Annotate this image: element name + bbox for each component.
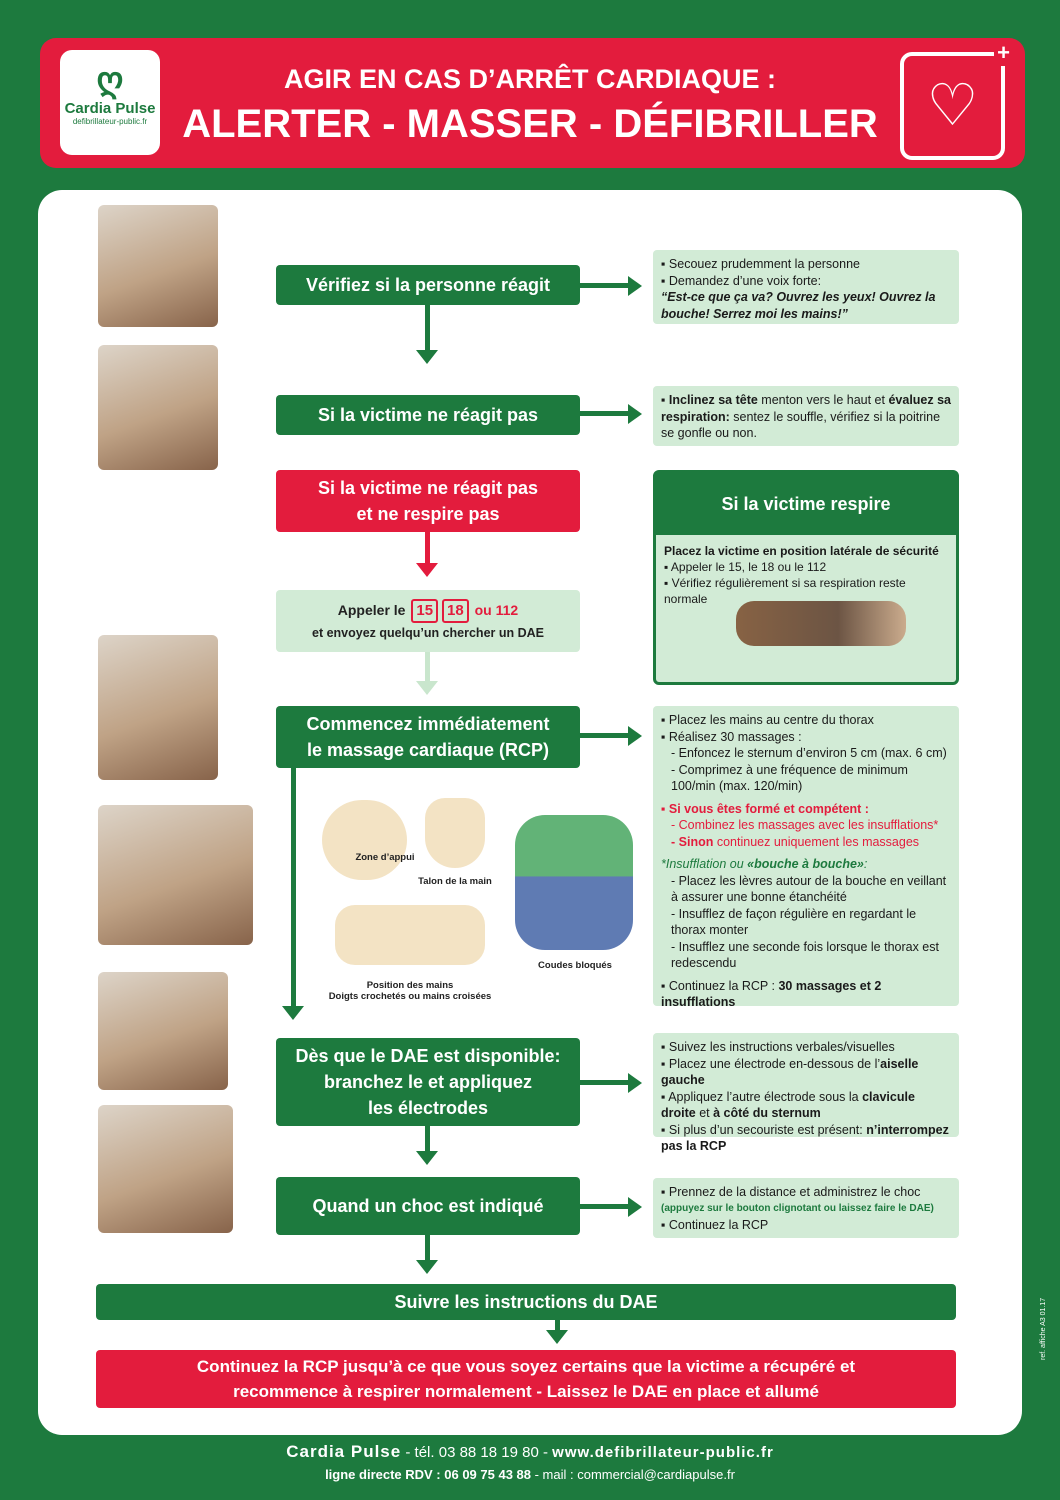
photo-cpr-compressions [98, 635, 218, 780]
photo-check-response [98, 205, 218, 327]
step-call-emergency [276, 590, 580, 652]
recovery-line: ▪ Vérifiez régulièrement si sa respiration reste normale [664, 576, 906, 606]
info-text: sentez le souffle, vérifiez si la poitrine se gonfle ou non. [661, 409, 941, 440]
step-line: branchez le et appliquez [323, 1072, 533, 1092]
palm-illustration [425, 798, 485, 868]
info-line: - Insufflez de façon régulière en regardant le thorax monter [671, 906, 917, 937]
step-line: et ne respire pas [356, 504, 500, 524]
arrow-shaft [425, 652, 430, 682]
footer-direct-line: ligne directe RDV : 06 09 75 43 88 [325, 1467, 531, 1482]
arrow-down-icon [416, 563, 438, 577]
info-line: ▪ Prennez de la distance et administrez le choc [661, 1185, 921, 1199]
title-line2: ALERTER - MASSER - DÉFIBRILLER [182, 102, 878, 146]
info-bold: 30 massages et 2 insufflations [661, 978, 882, 1009]
info-text: ▪ Si plus d’un secouriste est présent: [661, 1122, 867, 1137]
info-text: et [695, 1106, 714, 1120]
info-text: menton vers le haut et [757, 393, 889, 407]
info-line: - Placez les lèvres autour de la bouche en veillant à assurer une bonne étanchéité [671, 873, 947, 904]
arrow-down-icon [416, 1260, 438, 1274]
info-line: ▪ Secouez prudemment la personne [661, 257, 860, 271]
chest-illustration [322, 800, 407, 880]
label-position [320, 980, 500, 1002]
label-talon: Talon de la main [418, 876, 492, 887]
arrow-shaft [580, 283, 630, 288]
info-line: ▪ Continuez la RCP [661, 1218, 769, 1232]
phone-15-badge: 15 [411, 599, 438, 623]
label-position-line: Position des mains [366, 980, 454, 991]
step-line: recommence à respirer normalement - Laissez le DAE en place et allumé [233, 1382, 819, 1401]
arrow-shaft [425, 532, 430, 564]
step-apply-aed [276, 1038, 580, 1126]
arrow-shaft [580, 733, 630, 738]
info-line: - Enfoncez le sternum d’environ 5 cm (max. 6 cm) [671, 746, 947, 760]
label-coudes: Coudes bloqués [538, 960, 612, 971]
recovery-heading: Si la victime respire [656, 473, 956, 535]
step-line: Si la victime ne réagit pas [317, 478, 539, 498]
step-line: Continuez la RCP jusqu’à ce que vous soyez certains que la victime a récupéré et [196, 1357, 856, 1376]
footer-website[interactable]: www.defibrillateur-public.fr [552, 1444, 774, 1461]
info-bold: évaluez sa respiration: [661, 393, 952, 424]
arrow-right-icon [628, 404, 642, 424]
info-cpr [653, 706, 959, 1009]
photo-tilt-head [98, 345, 218, 470]
info-text: : [863, 857, 868, 871]
step-line: Commencez immédiatement [306, 714, 550, 734]
info-line: (appuyez sur le bouton clignotant ou laissez faire le DAE) [661, 1202, 934, 1214]
step-not-breathing [276, 470, 580, 532]
recovery-line: Placez la victime en position latérale de sécurité [664, 544, 939, 558]
info-line: ▪ Suivez les instructions verbales/visuelles [661, 1040, 895, 1054]
logo-brand: Cardia Pulse [64, 100, 156, 117]
photo-aed-electrodes [98, 972, 228, 1090]
phone-18-badge: 18 [442, 599, 469, 623]
arrow-right-icon [628, 1197, 642, 1217]
info-line: ▪ Demandez d’une voix forte: [661, 273, 822, 288]
step-line: le massage cardiaque (RCP) [306, 740, 550, 760]
info-quote: “Est-ce que ça va? Ouvrez les yeux! Ouvrez la bouche! Serrez moi les mains!” [661, 290, 936, 321]
info-bold: - Sinon [671, 834, 714, 849]
rescuer-illustration [515, 815, 633, 950]
plus-icon: + [994, 40, 1013, 66]
info-line: - Insufflez une seconde fois lorsque le thorax est redescendu [671, 939, 939, 970]
photo-mouth-to-mouth [98, 805, 253, 945]
arrow-shaft [425, 1126, 430, 1152]
info-check-response [653, 250, 959, 324]
info-bold: n’interrompez pas la RCP [661, 1122, 949, 1153]
info-bold: clavicule droite [661, 1089, 915, 1120]
info-text: continuez uniquement les massages [713, 834, 920, 849]
step-no-response: Si la victime ne réagit pas [276, 395, 580, 435]
info-line: ▪ Placez les mains au centre du thorax [661, 713, 874, 727]
info-bold: ▪ Inclinez sa tête [661, 393, 758, 407]
step-follow-aed: Suivre les instructions du DAE [96, 1284, 956, 1320]
arrow-down-icon [416, 681, 438, 695]
arrow-right-icon [628, 1073, 642, 1093]
footer-line1 [0, 1442, 1060, 1462]
info-bold: à côté du sternum [713, 1106, 821, 1120]
info-line: ▪ Si vous êtes formé et compétent : [661, 801, 869, 816]
info-text: *Insufflation ou [661, 857, 748, 871]
label-position-line: Doigts crochetés ou mains croisées [328, 991, 492, 1002]
info-text: ▪ Appliquez l’autre électrode sous la [661, 1089, 863, 1104]
step-start-cpr [276, 706, 580, 768]
arrow-right-icon [628, 726, 642, 746]
step-line: les électrodes [367, 1098, 489, 1118]
heart-lightning-icon: ♡ [926, 73, 979, 138]
label-zone-appui: Zone d’appui [355, 852, 415, 863]
info-airway [653, 386, 959, 446]
step-continue-cpr [96, 1350, 956, 1408]
arrow-shaft [580, 411, 630, 416]
info-shock [653, 1178, 959, 1238]
recovery-line: ▪ Appeler le 15, le 18 ou le 112 [664, 560, 827, 574]
info-text: ▪ Continuez la RCP : [661, 978, 779, 993]
heart-logo-icon: ღ [96, 61, 124, 99]
arrow-right-icon [628, 276, 642, 296]
info-line: - Comprimez à une fréquence de minimum 100/min (max. 120/min) [671, 762, 908, 793]
arrow-down-icon [416, 350, 438, 364]
arrow-down-icon [416, 1151, 438, 1165]
call-line2: et envoyez quelqu’un chercher un DAE [312, 626, 544, 640]
step-line: Dès que le DAE est disponible: [295, 1046, 561, 1066]
logo-site: defibrillateur-public.fr [72, 117, 148, 126]
reference-code: ref. affiche A3 01.17 [1040, 1297, 1047, 1360]
arrow-down-icon [282, 1006, 304, 1020]
photo-shock [98, 1105, 233, 1233]
title-line1: AGIR EN CAS D’ARRÊT CARDIAQUE : [283, 64, 776, 94]
footer-brand: Cardia Pulse [286, 1442, 402, 1461]
info-bold: «bouche à bouche» [747, 857, 864, 871]
call-text: Appeler le [337, 602, 406, 618]
info-bold: aiselle gauche [661, 1056, 919, 1087]
step-check-response: Vérifiez si la personne réagit [276, 265, 580, 305]
step-shock: Quand un choc est indiqué [276, 1177, 580, 1235]
recovery-position-panel [653, 470, 959, 685]
arrow-shaft [580, 1204, 630, 1209]
aed-badge [900, 40, 1010, 160]
arrow-shaft [425, 1235, 430, 1261]
footer-line2 [0, 1467, 1060, 1482]
arrow-shaft [580, 1080, 630, 1085]
info-line: - Combinez les massages avec les insufflations* [671, 818, 939, 832]
arrow-shaft [291, 768, 296, 1008]
recovery-illustration [736, 601, 906, 646]
footer-email[interactable]: - mail : commercial@cardiapulse.fr [531, 1467, 735, 1482]
arrow-shaft [425, 305, 430, 351]
info-aed [653, 1033, 959, 1153]
info-line: ▪ Réalisez 30 massages : [661, 729, 802, 744]
call-112: ou 112 [474, 602, 519, 618]
info-text: ▪ Placez une électrode en-dessous de l’ [661, 1056, 881, 1071]
arrow-down-icon [546, 1330, 568, 1344]
logo [60, 50, 160, 155]
hands-illustration [335, 905, 485, 965]
footer-phone: - tél. 03 88 18 19 80 - [401, 1444, 553, 1461]
